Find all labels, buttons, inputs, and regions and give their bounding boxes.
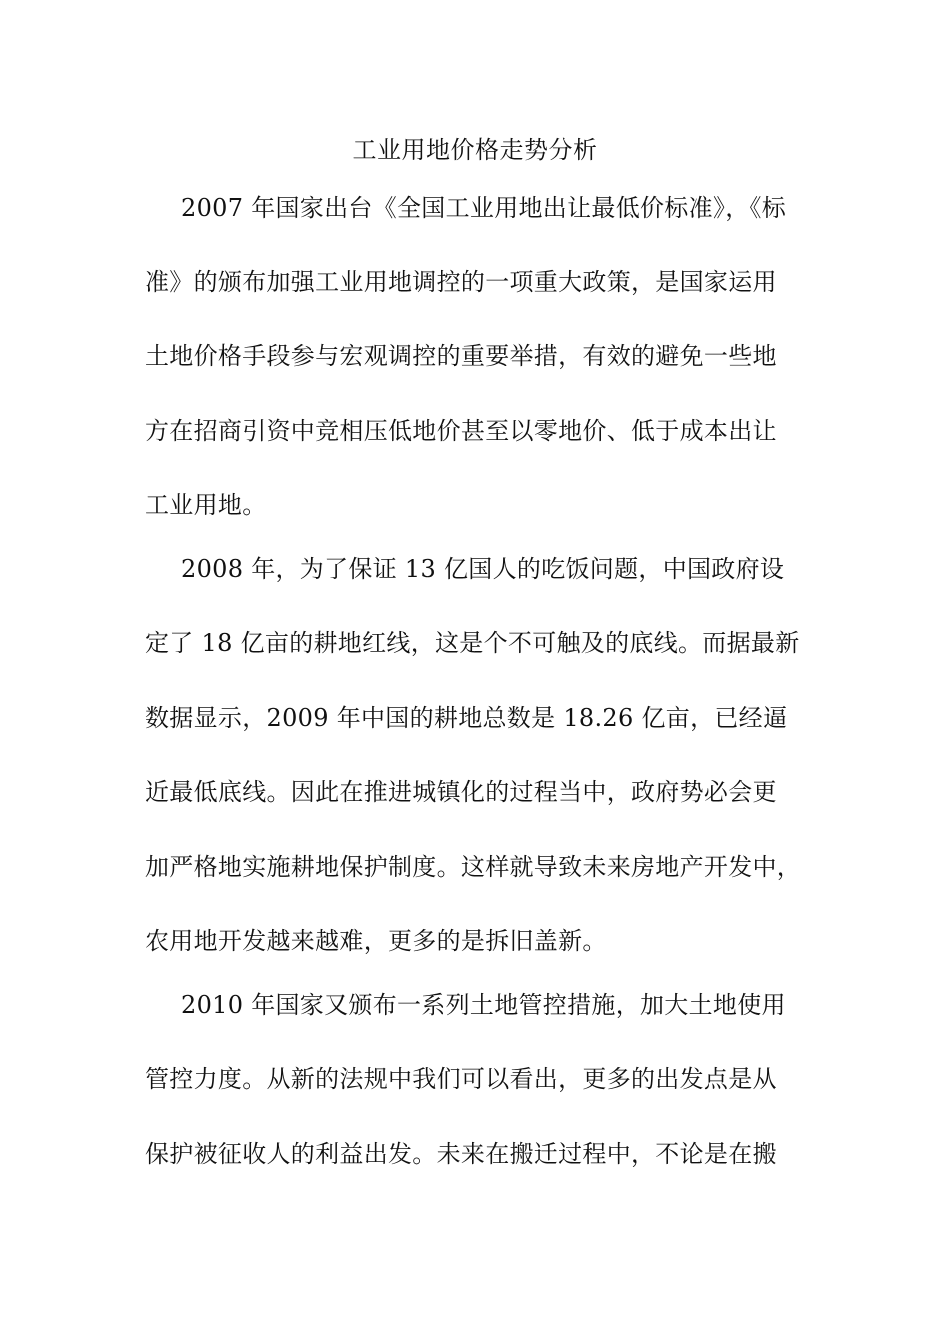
paragraph-3-line-3: 保护被征收人的利益出发。未来在搬迁过程中，不论是在搬 [145, 1140, 777, 1168]
paragraph-2-line-4: 近最低底线。因此在推进城镇化的过程当中，政府势必会更 [145, 778, 777, 806]
paragraph-2-line-3: 数据显示，2009 年中国的耕地总数是 18.26 亿亩，已经逼 [145, 704, 788, 732]
paragraph-2-line-1: 2008 年，为了保证 13 亿国人的吃饭问题，中国政府设 [181, 555, 785, 583]
paragraph-1-line-2: 准》的颁布加强工业用地调控的一项重大政策，是国家运用 [145, 268, 777, 296]
document-title: 工业用地价格走势分析 [352, 136, 598, 164]
paragraph-1-line-3: 土地价格手段参与宏观调控的重要举措，有效的避免一些地 [145, 342, 777, 370]
paragraph-1-line-4: 方在招商引资中竞相压低地价甚至以零地价、低于成本出让 [145, 417, 777, 445]
paragraph-3-line-2: 管控力度。从新的法规中我们可以看出，更多的出发点是从 [145, 1065, 777, 1093]
paragraph-1-line-1: 2007 年国家出台《全国工业用地出让最低价标准》，《标 [181, 194, 787, 222]
paragraph-2-line-6: 农用地开发越来越难，更多的是拆旧盖新。 [145, 927, 607, 955]
paragraph-3-line-1: 2010 年国家又颁布一系列土地管控措施，加大土地使用 [181, 991, 786, 1019]
paragraph-2-line-2: 定了 18 亿亩的耕地红线，这是个不可触及的底线。而据最新 [145, 629, 800, 657]
paragraph-2-line-5: 加严格地实施耕地保护制度。这样就导致未来房地产开发中， [145, 853, 802, 881]
paragraph-1-line-5: 工业用地。 [145, 491, 267, 519]
